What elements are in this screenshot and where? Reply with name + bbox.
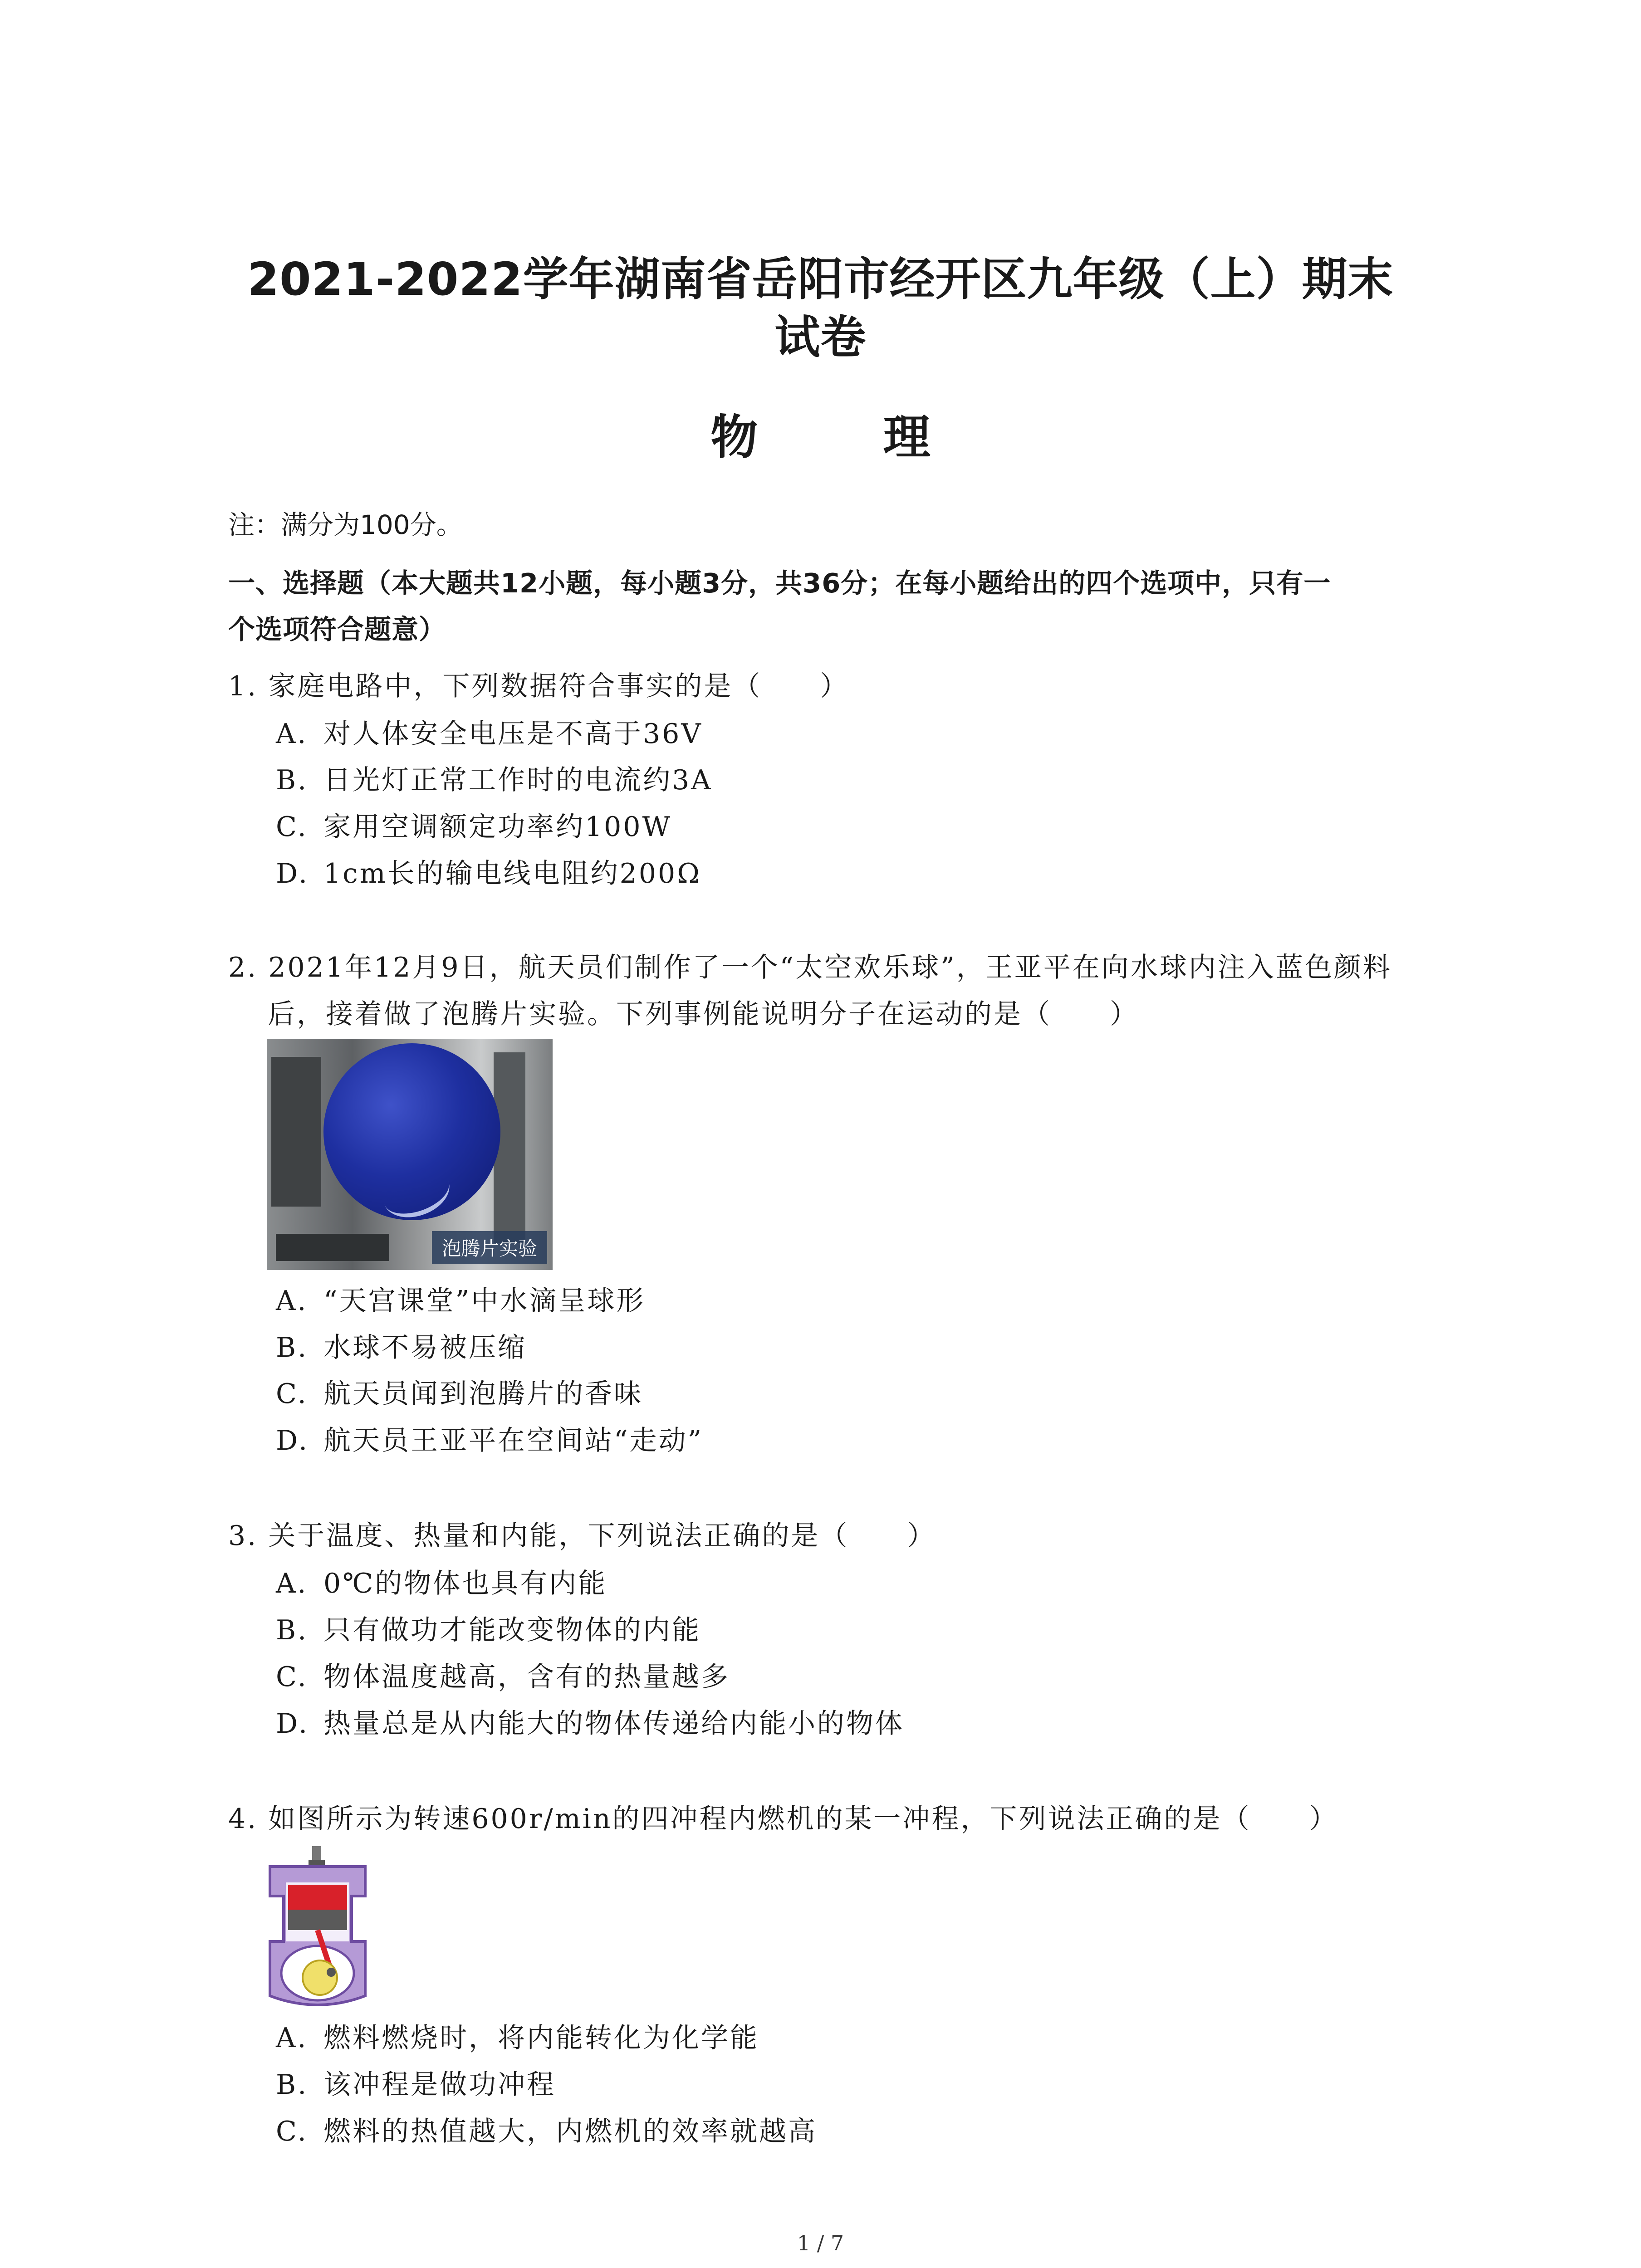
space-station-photo (267, 1039, 553, 1270)
question-1-option-d (276, 852, 701, 891)
question-2-option-b (276, 1326, 527, 1365)
option-letter: C. (276, 1661, 308, 1693)
option-text: 日光灯正常工作时的电流约3A (323, 764, 713, 796)
option-text: 0℃的物体也具有内能 (323, 1568, 607, 1599)
question-2-stem-line-2: 后，接着做了泡腾片实验。下列事例能说明分子在运动的是（ ） (268, 998, 1139, 1030)
crankshaft (303, 1960, 337, 1995)
question-2-stem-line-1: 2. 2021年12月9日，航天员们制作了一个“太空欢乐球”，王亚平在向水球内注入蓝色颜料 (228, 952, 1392, 983)
option-text: 燃料燃烧时，将内能转化为化学能 (323, 2022, 759, 2054)
question-1-stem: 1. 家庭电路中，下列数据符合事实的是（ ） (228, 670, 849, 702)
combustion-gas (288, 1885, 347, 1910)
option-text: “天宫课堂”中水滴呈球形 (323, 1285, 646, 1317)
option-letter: C. (276, 811, 308, 843)
equipment-base (276, 1234, 389, 1261)
option-letter: B. (276, 1332, 309, 1364)
subject-title: 物 理 (710, 410, 985, 465)
option-text: 只有做功才能改变物体的内能 (323, 1614, 701, 1646)
option-letter: A. (276, 2022, 308, 2054)
spark-plug-base (309, 1860, 325, 1866)
option-text: 航天员闻到泡腾片的香味 (323, 1378, 643, 1410)
question-2-option-d (276, 1419, 703, 1458)
question-1-option-b (276, 758, 713, 797)
question-4-stem: 4. 如图所示为转速600r/min的四冲程内燃机的某一冲程，下列说法正确的是（ ） (228, 1803, 1338, 1835)
question-2-option-a (276, 1279, 645, 1318)
exam-title-line-1: 2021-2022学年湖南省岳阳市经开区九年级（上）期末 (247, 253, 1394, 306)
crank-pin (327, 1968, 336, 1977)
question-3-option-a (276, 1562, 607, 1601)
section-heading-line-2: 个选项符合题意） (228, 614, 446, 645)
question-1-option-c (276, 805, 672, 844)
page-number: 1 / 7 (797, 2231, 844, 2255)
option-text: 水球不易被压缩 (323, 1332, 527, 1364)
piston (288, 1910, 347, 1930)
option-text: 物体温度越高，含有的热量越多 (323, 1661, 730, 1693)
option-text: 燃料的热值越大，内燃机的效率就越高 (323, 2116, 817, 2147)
photo-caption: 泡腾片实验 (432, 1231, 547, 1264)
equipment-rack (271, 1057, 321, 1207)
question-4-option-b (276, 2063, 556, 2102)
option-letter: A. (276, 1285, 308, 1317)
option-letter: B. (276, 764, 309, 796)
section-heading-line-1: 一、选择题（本大题共12小题，每小题3分，共36分；在每小题给出的四个选项中，只有一 (228, 567, 1331, 599)
option-text: 家用空调额定功率约100W (323, 811, 672, 843)
option-letter: A. (276, 718, 308, 750)
option-text: 对人体安全电压是不高于36V (323, 718, 703, 750)
question-1-option-a (276, 712, 703, 751)
option-text: 该冲程是做功冲程 (323, 2069, 556, 2101)
question-3-option-d (276, 1702, 904, 1741)
option-letter: C. (276, 2116, 308, 2147)
question-4-option-c (276, 2110, 817, 2149)
question-3-option-c (276, 1655, 730, 1694)
score-note: 注：满分为100分。 (228, 509, 463, 540)
option-text: 航天员王亚平在空间站“走动” (323, 1425, 704, 1457)
option-text: 热量总是从内能大的物体传递给内能小的物体 (323, 1708, 904, 1740)
exam-title-line-2: 试卷 (774, 311, 867, 364)
option-letter: D. (276, 1425, 309, 1457)
question-2-option-c (276, 1372, 643, 1411)
option-letter: A. (276, 1568, 308, 1599)
option-letter: C. (276, 1378, 308, 1410)
option-letter: D. (276, 1708, 309, 1740)
option-letter: B. (276, 1614, 309, 1646)
option-letter: D. (276, 858, 309, 890)
engine-stroke-diagram (263, 1846, 372, 2014)
option-letter: B. (276, 2069, 309, 2101)
option-text: 1cm长的输电线电阻约200Ω (323, 858, 701, 890)
question-3-option-b (276, 1608, 701, 1647)
question-3-stem: 3. 关于温度、热量和内能，下列说法正确的是（ ） (228, 1520, 936, 1552)
question-4-option-a (276, 2016, 759, 2055)
